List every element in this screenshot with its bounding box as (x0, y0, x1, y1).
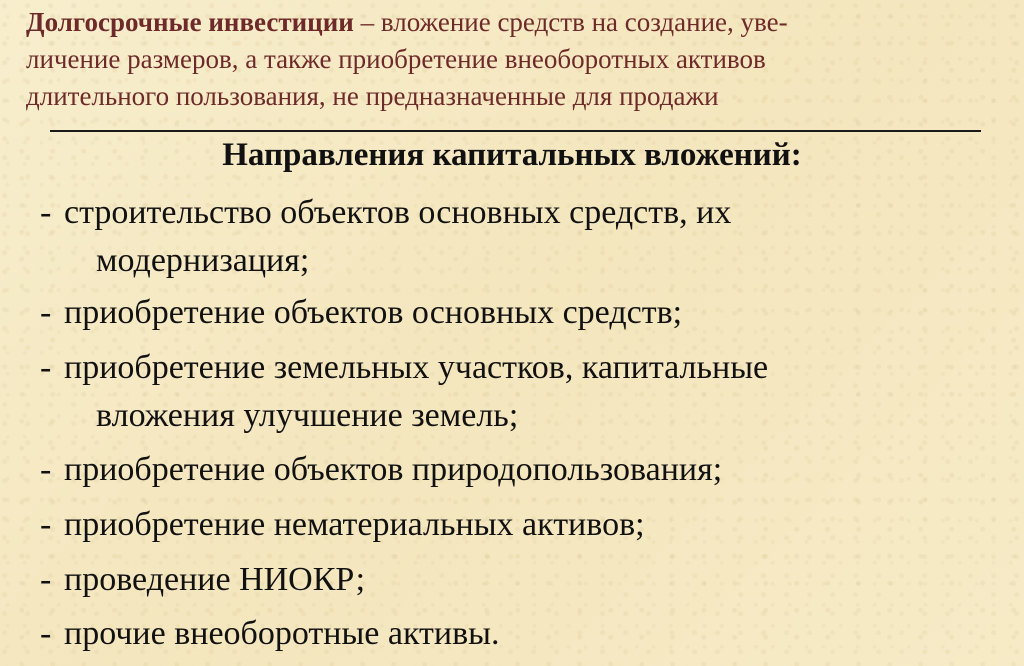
list-item (40, 556, 1000, 604)
divider-line (50, 130, 981, 132)
list-item-text: приобретение земельных участков, капитальные (64, 349, 769, 386)
list-item-continuation: модернизация; (96, 242, 310, 279)
list-marker: - (40, 615, 52, 652)
section-heading: Направления капитальных вложений: (222, 137, 802, 173)
list-item (40, 446, 1000, 494)
list-marker: - (40, 451, 52, 488)
definition-term: Долгосрочные инвестиции (26, 7, 354, 37)
list-item-text: приобретение нематериальных активов; (64, 506, 645, 543)
definition-line-1: вложение средств на создание, уве- (380, 7, 788, 37)
list-item (40, 501, 1000, 549)
list-item-text: приобретение объектов основных средств; (64, 294, 683, 331)
list-marker: - (40, 294, 52, 331)
definition-dash: – (353, 7, 381, 37)
list-marker: - (40, 194, 52, 231)
list-item (40, 289, 1000, 337)
list-item (40, 189, 1000, 285)
list-item-continuation: вложения улучшение земель; (96, 397, 519, 434)
list-marker: - (40, 506, 52, 543)
definition-line-3: длительного пользования, не предназначенные для продажи (26, 81, 719, 111)
list-item-text: проведение НИОКР; (64, 561, 366, 598)
list-marker: - (40, 561, 52, 598)
list-item-text: строительство объектов основных средств, их (64, 194, 732, 231)
list-item (40, 610, 1000, 658)
list-item-text: прочие внеоборотные активы. (64, 615, 500, 652)
list-item (40, 344, 1000, 440)
list-item-text: приобретение объектов природопользования; (64, 451, 723, 488)
definition-line-2: личение размеров, а также приобретение внеоборотных активов (26, 44, 766, 74)
list-marker: - (40, 349, 52, 386)
definition-paragraph (26, 4, 1006, 115)
